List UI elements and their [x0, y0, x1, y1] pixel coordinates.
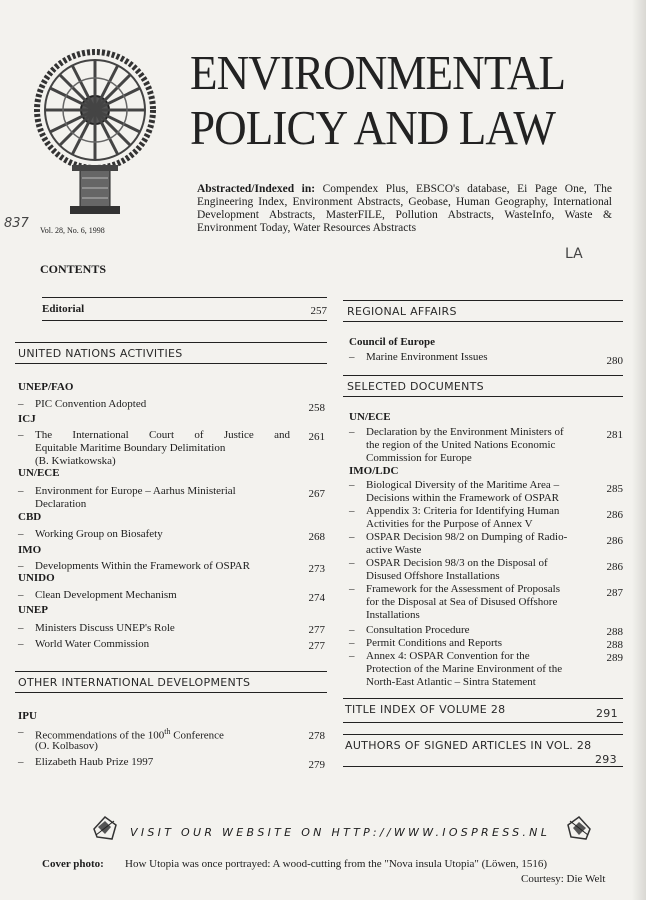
abstracted-indexed-block	[197, 183, 612, 235]
org-ipu: IPU	[18, 710, 37, 722]
volume-info: Vol. 28, No. 6, 1998	[40, 226, 105, 235]
page-number: 288	[606, 626, 623, 638]
cover-courtesy: Courtesy: Die Welt	[521, 873, 606, 885]
page-number: 285	[606, 483, 623, 495]
page-number: 281	[606, 429, 623, 441]
page-number: 286	[606, 535, 623, 547]
list-item: – Appendix 3: Criteria for Identifying Human Activities for the Purpose of Annex V	[349, 505, 560, 530]
page-number: 268	[308, 531, 325, 543]
website-left-emblem-icon	[92, 815, 118, 846]
list-item: – The International Court of Justice and Equitable Maritime Boundary Delimitation (B. Kwiatkowska)	[18, 429, 290, 467]
authors-index-heading: AUTHORS OF SIGNED ARTICLES IN VOL. 28	[345, 739, 592, 752]
page-number: 286	[606, 509, 623, 521]
section-other-international: OTHER INTERNATIONAL DEVELOPMENTS	[18, 676, 251, 689]
page-edge-shadow	[632, 0, 646, 900]
org-council-of-europe: Council of Europe	[349, 336, 435, 348]
page-number: 277	[308, 640, 325, 652]
section-selected-documents: SELECTED DOCUMENTS	[347, 380, 484, 393]
org-imo-ldc: IMO/LDC	[349, 465, 399, 477]
list-item: – Framework for the Assessment of Proposals for the Disposal at Sea of Disused Offshore Installations	[349, 583, 561, 621]
list-item: – Recommendations of the 100th Conference (O. Kolbasov)	[18, 726, 224, 752]
journal-title-line1: ENVIRONMENTAL	[190, 45, 566, 100]
cover-photo-label: Cover photo:	[42, 858, 104, 870]
section-regional-affairs: REGIONAL AFFAIRS	[347, 305, 457, 318]
page-number: 289	[606, 652, 623, 664]
title-index-heading: TITLE INDEX OF VOLUME 28	[345, 703, 506, 716]
page-number: 280	[606, 355, 623, 367]
list-item: – Annex 4: OSPAR Convention for the Protection of the Marine Environment of the North-East Atlantic – Sintra Statement	[349, 650, 563, 688]
authors-index-page: 293	[595, 753, 617, 766]
page-number: 279	[308, 759, 325, 771]
list-item: – Declaration by the Environment Ministers of the region of the United Nations Economic Commission for Europe	[349, 426, 564, 464]
list-item: – Environment for Europe – Aarhus Ministerial Declaration	[18, 485, 236, 510]
page-number: 286	[606, 561, 623, 573]
abstracted-text: Compendex Plus, EBSCO's database, Ei Page One, The Engineering Index, Environment Abstracts, Geobase, Human Geography, International Development Abstracts, MasterFILE, Pollution Abstracts, WasteInfo, Waste & Environment Today, Water Resources Abstracts	[197, 183, 613, 234]
org-icj: ICJ	[18, 413, 36, 425]
page-number: 258	[308, 402, 325, 414]
editorial-page: 257	[310, 305, 327, 317]
list-item: – OSPAR Decision 98/3 on the Disposal of Disused Offshore Installations	[349, 557, 548, 582]
handwritten-note-right: LA	[565, 246, 583, 262]
website-right-emblem-icon	[566, 815, 592, 846]
contents-heading: CONTENTS	[40, 262, 107, 276]
page-number: 288	[606, 639, 623, 651]
journal-title-line2: POLICY AND LAW	[190, 100, 555, 155]
abstracted-label: Abstracted/Indexed in:	[197, 183, 316, 195]
page-number: 274	[308, 592, 325, 604]
page-number: 267	[308, 488, 325, 500]
list-item: – OSPAR Decision 98/2 on Dumping of Radio- active Waste	[349, 531, 568, 556]
org-unep: UNEP	[18, 604, 48, 616]
page-number: 287	[606, 587, 623, 599]
org-unece-right: UN/ECE	[349, 411, 391, 423]
page-number: 278	[308, 730, 325, 742]
org-cbd: CBD	[18, 511, 42, 523]
page-number: 261	[308, 431, 325, 443]
org-imo: IMO	[18, 544, 42, 556]
list-item: – Biological Diversity of the Maritime Area – Decisions within the Framework of OSPAR	[349, 479, 560, 504]
page-number: 277	[308, 624, 325, 636]
cover-photo-caption: How Utopia was once portrayed: A wood-cutting from the "Nova insula Utopia" (Löwen, 1516)	[125, 858, 548, 870]
section-un-activities: UNITED NATIONS ACTIVITIES	[18, 347, 183, 360]
journal-wheel-logo	[30, 40, 160, 230]
handwritten-note-left: 837	[4, 216, 29, 231]
org-unep-fao: UNEP/FAO	[18, 381, 74, 393]
title-index-page: 291	[596, 707, 618, 720]
website-banner: VISIT OUR WEBSITE ON HTTP://WWW.IOSPRESS.NL	[130, 826, 551, 839]
page-number: 273	[308, 563, 325, 575]
org-unece: UN/ECE	[18, 467, 60, 479]
org-unido: UNIDO	[18, 572, 55, 584]
editorial-label: Editorial	[42, 303, 85, 315]
